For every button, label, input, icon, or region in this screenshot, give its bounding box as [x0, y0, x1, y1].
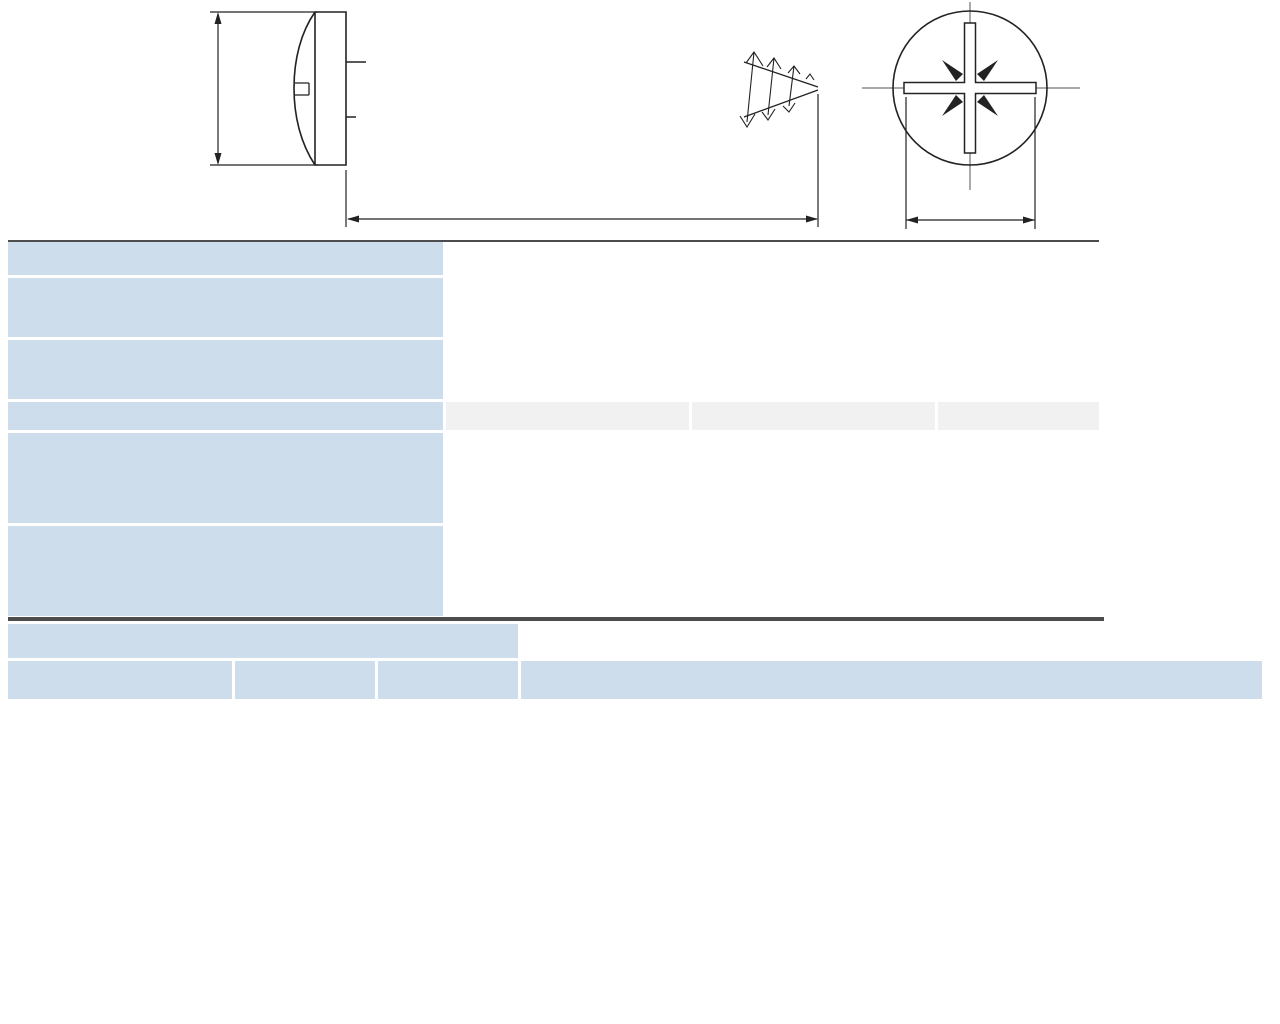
sub-label-m [373, 433, 443, 461]
head-dimensions-table [8, 242, 1099, 616]
sub-label-max [373, 495, 443, 523]
length-column-header [8, 661, 232, 699]
screw-head-front-view [862, 2, 1080, 190]
pz-row-label [8, 526, 443, 616]
length-weight-table [8, 624, 1262, 1009]
table1-header-cell [8, 242, 443, 275]
sub-label-max [373, 588, 443, 616]
sub-label-min [373, 278, 443, 306]
weight-column-header [521, 661, 1262, 699]
table-separator-rule [8, 617, 1104, 621]
cross-recess-no-3 [938, 402, 1099, 430]
ph-row-label [8, 433, 443, 523]
max-column-header [378, 661, 518, 699]
dimension-lines-side [210, 12, 1035, 229]
screw-side-view [294, 12, 818, 165]
pozi-cross-recess [904, 23, 1036, 153]
technical-drawing [0, 0, 1280, 238]
sub-label-min [373, 464, 443, 492]
sub-label-min [373, 340, 443, 368]
cross-recess-no-1 [446, 402, 689, 430]
head-height-row-label [8, 340, 443, 399]
cross-recess-row-label [8, 402, 443, 430]
sub-label-max [373, 309, 443, 337]
cross-recess-no-2 [692, 402, 935, 430]
table2-header-cell [8, 624, 518, 658]
min-column-header [235, 661, 375, 699]
sub-label-min [373, 557, 443, 585]
head-dia-row-label [8, 278, 443, 337]
sub-label-max [373, 371, 443, 399]
sub-label-m [373, 526, 443, 554]
dimension-arrows [215, 12, 1036, 224]
